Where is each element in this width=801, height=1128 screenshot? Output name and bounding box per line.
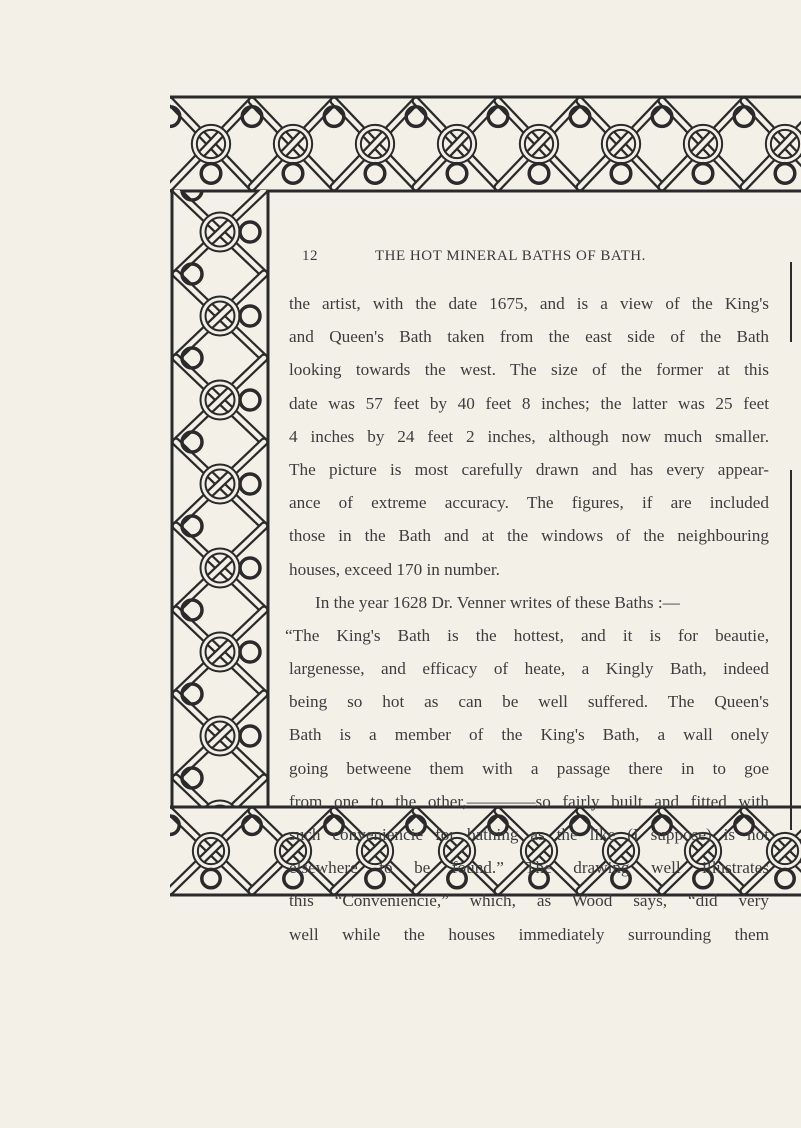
running-head — [302, 248, 772, 270]
text-line: going betweene them with a passage there in to goe — [289, 758, 769, 778]
text-line: being so hot as can be well suffered. The Queen's — [289, 692, 769, 712]
right-edge-rule — [790, 262, 792, 342]
text-line: looking towards the west. The size of the former at this — [289, 360, 769, 380]
text-line: date was 57 feet by 40 feet 8 inches; the latter was 25 feet — [289, 393, 769, 413]
text-line: those in the Bath and at the windows of the neighbouring — [289, 526, 769, 546]
knot-pattern — [170, 95, 801, 193]
text-line: the artist, with the date 1675, and is a view of the King's — [289, 294, 769, 313]
left-knot-border-icon — [170, 190, 270, 808]
knot-pattern — [170, 190, 270, 808]
text-line: elsewhere to be found.” The drawing well illustrates — [289, 858, 769, 878]
page-number: 12 — [302, 248, 318, 264]
text-line: and Queen's Bath taken from the east side of the Bath — [289, 327, 769, 347]
text-line: this “Conveniencie,” which, as Wood says, “did very — [289, 891, 769, 911]
text-line: The picture is most carefully drawn and has every appear- — [289, 459, 769, 479]
text-line: ance of extreme accuracy. The figures, if are included — [289, 493, 769, 513]
text-line: largenesse, and efficacy of heate, a Kingly Bath, indeed — [289, 659, 769, 679]
text-line: well while the houses immediately surrounding them — [289, 924, 769, 944]
body-text — [285, 287, 769, 951]
right-edge-rule — [790, 470, 792, 830]
text-line: 4 inches by 24 feet 2 inches, although now much smaller. — [289, 426, 769, 446]
text-line: “The King's Bath is the hottest, and it is for beautie, — [285, 625, 769, 645]
text-line: from one to the other,————so fairly built and fitted with — [289, 791, 769, 811]
text-line: houses, exceed 170 in number. — [289, 559, 500, 579]
text-line: Bath is a member of the King's Bath, a wall onely — [289, 725, 769, 745]
text-line: In the year 1628 Dr. Venner writes of these Baths :— — [315, 592, 680, 612]
text-line: such conveniencie for bathing as the like (I suppose) is not — [289, 825, 769, 844]
running-title: THE HOT MINERAL BATHS OF BATH. — [375, 248, 646, 264]
top-knot-border-icon — [170, 95, 801, 193]
